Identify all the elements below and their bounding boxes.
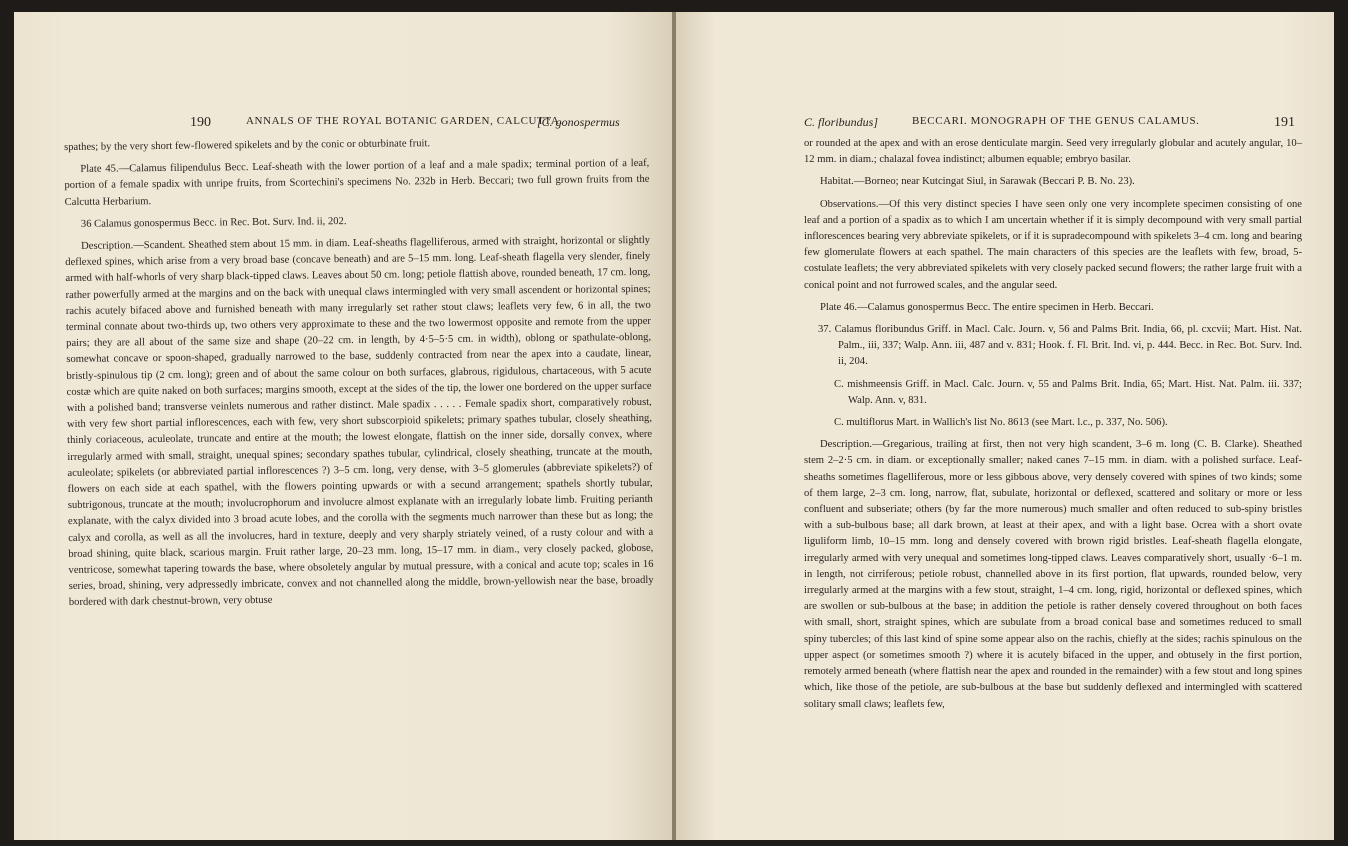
species-heading: 36 Calamus gonospermus Becc. in Rec. Bot. Surv. Ind. ii, 202. [80, 215, 347, 230]
paragraph: or rounded at the apex and with an erose denticulate margin. Seed very irregularly globular and acutely angular, 10–12 mm. in diam.; chalazal fovea indistinct; albumen equable; embryo basilar. [804, 138, 1302, 166]
paragraph: Description.—Gregarious, trailing at first, then not very high scandent, 3–6 m. long (C. B. Clarke). Sheathed stem 2–2·5 cm. in diam. or exceptionally smaller; naked canes 7–15 mm. in diam. with a polished surface. Leaf-sheaths sometimes flagelliferous, more or less gibbous above, very densely covered with spines of two kinds; some of them large, 2–3 cm. long, narrow, flat, subulate, horizontal or deflexed, scattered and solitary or more or less confluent and subseriate; others (by far the more numerous) much smaller and often reduced to sub-spiny bristles with a sub-bulbous base; all dark brown, at least at their apex, and with a light base. Ocrea with a short ovate liguliform limb, 10–15 mm. long and densely covered with brown rigid bristles. Leaf-sheath flagella elongate, irregularly armed with very unequal and sometimes long-tipped claws. Leaves comparatively short, usually ·6–1 m. in length, not cirriferous; petiole robust, channelled above in its first portion, flat upwards, rounded below, very irregularly armed at the margins with a few stout, straight, 1–4 cm. long, rigid, horizontal or deflexed spines, which are swollen or sub-bulbous at the base; in addition the petiole is rather densely covered throughout on both faces with small, short, straight spines, which are subulate from a broad conical base and sometimes reduced to small spiny tubercles; of this last kind of spine some appear also on the rachis, chiefly at the sides; rachis spinulous on the upper aspect (or sometimes smooth ?) where it is acutely bifaced in the upper, and obtusely in the first portion, remotely armed beneath (where flattish near the apex and rounded in the remainder) with a few stout and long spines which, like those of the petiole, are sub-bulbous at the base but suddenly deflexed and intermingled with scattered solitary small claws; leaflets few, [804, 439, 1302, 710]
right-page [676, 12, 1334, 840]
paragraph: Description.—Scandent. Sheathed stem about 15 mm. in diam. Leaf-sheaths flagelliferous, armed with straight, horizontal or slightly deflexed spines, which arise from a very broad base (concave beneath) and are 5–15 mm. long. Leaf-sheath flagella very slender, finely armed with half-whorls of very sharp black-tipped claws. Leaves about 50 cm. long; petiole flattish above, rounded beneath, 17 cm. long, rather powerfully armed at the margins and on the back with unequal claws intermingled with very small ascendent or horizontal spines; rachis acutely bifaced above and furnished beneath with many irregularly set rather stout claws; leaflets very few, 6 in all, the two terminal connate about two-thirds up, two others very approximate to these and the two lowermost opposite and remote from the upper pairs; they are all about of the same size and shape (20–22 cm. in length, by 4·5–5·5 cm. in width), oblong or spathulate-oblong, somewhat concave or spoon-shaped, gradually narrowed to the base, suddenly contracted from near the apex into a caudate, linear, bristly-spinulous tip (2 cm. long); green and of about the same colour on both surfaces, glabrous, rigidulous, chartaceous, with 5 acute costæ which are quite naked on both surfaces; margins smooth, except at the sides of the tip, the lower one bordered on the upper surface with a polished band; transverse veinlets numerous and rather distinct. Male spadix . . . . . Female spadix short, comparatively robust, with very few short partial inflorescences, each with few, very short subscorpioid spikelets; primary spathes tubular, closely sheathing, thinly coriaceous, aculeolate, truncate and entire at the mouth; the lowest elongate, flattish on the inner side, dorsally convex, where irregularly armed with small, straight, unequal spines; secondary spathes tubular, cylindrical, closely sheathing, truncate at the mouth, aculeolate; spikelets (or abbreviated partial inflorescences ?) 3–5 cm. long, very dense, with 3–5 glomerules (abbreviate spikelets?) of flowers on each side at each spathel, with the flowers pointing upwards or with a secund arrangement; spathels shortly tubular, subtrigonous, truncate at the mouth; involucrophorum and involucre almost explanate with an irregularly lobate limb. Fruiting perianth explanate, with the calyx divided into 3 broad acute lobes, and the corolla with the segments much narrower than these but as long; the calyx and corolla, as well as all the involucres, hard in texture, deeply and very sharply striately veined, of a rusty colour and with a broad shining, quite black, scarious margin. Fruit rather large, 20–23 mm. long, 15–17 mm. in diam., very closely packed, globose, ventricose, somewhat tapering towards the base, where obsoletely angular by mutual pressure, with a conical and acute top; scales in 16 series, broad, shining, very adpressedly imbricate, convex and not channelled along the middle, brown-yellowish near the base, broadly bordered with dark chestnut-brown, very obtuse [65, 234, 654, 609]
paragraph: spathes; by the very short few-flowered spikelets and by the conic or obturbinate fruit. [64, 138, 431, 153]
species-heading: 37. Calamus floribundus Griff. in Macl. Calc. Journ. v, 56 and Palms Brit. India, 66, pl. cxcvii; Mart. Hist. Nat. Palm., iii, 337; Walp. Ann. iii, 487 and v. 831; Hook. f. Fl. Brit. Ind. vi, p. 444. Becc. in Rec. Bot. Surv. Ind. ii, 204. [818, 324, 1302, 368]
left-page [14, 12, 674, 840]
paragraph: Plate 45.—Calamus filipendulus Becc. Leaf-sheath with the lower portion of a leaf and a male spadix; terminal portion of a leaf, portion of a female spadix with unripe fruits, from Scortechini's specimens No. 232b in Herb. Beccari; two full grown fruits from the Calcutta Herbarium. [64, 158, 650, 208]
synonym: C. mishmeensis Griff. in Macl. Calc. Journ. v, 55 and Palms Brit. India, 65; Mart. Hist. Nat. Palm. iii. 337; Walp. Ann. v, 831. [834, 378, 1302, 406]
left-running-head-species: [C. gonospermus [537, 115, 620, 129]
left-running-head: ANNALS OF THE ROYAL BOTANIC GARDEN, CALCUTTA. [246, 115, 563, 127]
right-running-head: BECCARI. MONOGRAPH OF THE GENUS CALAMUS. [912, 115, 1200, 127]
left-body-text [64, 134, 654, 618]
right-running-head-species: C. floribundus] [804, 115, 879, 129]
right-page-number: 191 [1274, 115, 1295, 130]
synonym: C. multiflorus Mart. in Wallich's list No. 8613 (see Mart. l.c., p. 337, No. 506). [834, 417, 1168, 429]
paragraph: Habitat.—Borneo; near Kutcingat Siul, in Sarawak (Beccari P. B. No. 23). [820, 176, 1135, 188]
left-page-number: 190 [190, 115, 211, 130]
paragraph: Observations.—Of this very distinct species I have seen only one very incomplete specimen consisting of one leaf and a portion of a spadix as to which I am uncertain whether if it is simply decompound with very small partial inflorescences bearing very abbreviate spikelets, or if it is supradecompound with spikelets 3–4 cm. long and bearing few glomerulate flowers at each spathel. The main characters of this species are the leaflets with few, broad, 5-costulate leaflets; the very abbreviated spikelets with very closely packed secund flowers; the rather large fruit with a conical point and not furrowed scales, and the angular seed. [804, 198, 1302, 291]
paragraph: Plate 46.—Calamus gonospermus Becc. The entire specimen in Herb. Beccari. [820, 301, 1154, 313]
right-body-text [804, 136, 1302, 719]
